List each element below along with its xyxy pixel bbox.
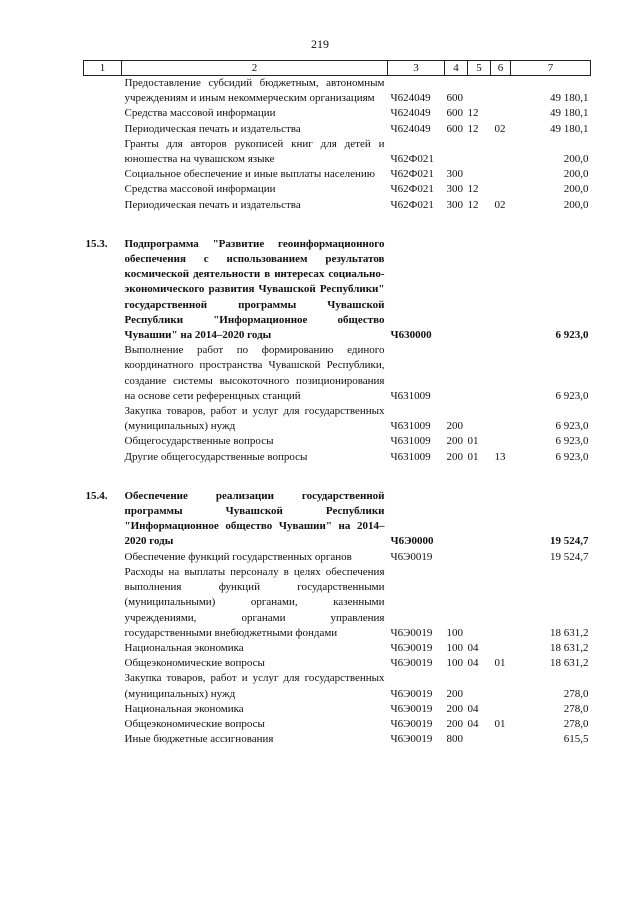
section-number	[84, 565, 122, 641]
row-description: Средства массовой информации	[124, 107, 276, 120]
table-row	[84, 106, 591, 121]
target-article-code: Ч631009	[390, 420, 431, 433]
target-article-code: Ч6Э0019	[390, 687, 433, 700]
section-number	[84, 404, 122, 434]
section-code: 12	[467, 122, 479, 135]
expense-type-code: 100	[446, 657, 463, 670]
target-article-code: Ч6Э0019	[390, 550, 433, 563]
amount-value: 200,0	[563, 183, 589, 196]
section-code	[468, 565, 491, 641]
row-description: Расходы на выплаты персоналу в целях обеспечения выполнения функций государственными (муниципальными) органами, казенными учреждениями, органами управления государственными внебюджетными фондами	[124, 565, 385, 639]
table-row	[84, 76, 591, 107]
target-article-code: Ч6Э0019	[390, 657, 433, 670]
row-description: Периодическая печать и издательства	[124, 122, 301, 135]
section-code: 01	[467, 435, 479, 448]
amount-value: 200,0	[563, 168, 589, 181]
target-article-code: Ч62Ф021	[390, 168, 434, 181]
row-description: Другие общегосударственные вопросы	[124, 450, 308, 463]
column-number-header	[84, 61, 591, 76]
amount-value: 200,0	[563, 198, 589, 211]
subsection-code	[491, 550, 511, 565]
target-article-code: Ч624049	[390, 92, 431, 105]
expense-type-code: 200	[446, 702, 463, 715]
row-description: Национальная экономика	[124, 702, 244, 715]
amount-value: 49 180,1	[550, 122, 589, 135]
row-description: Средства массовой информации	[124, 183, 276, 196]
section-spacer	[84, 213, 591, 237]
row-description: Социальное обеспечение и иные выплаты населению	[124, 168, 376, 181]
table-body	[84, 76, 591, 748]
expense-type-code	[445, 489, 468, 550]
section-code	[468, 343, 491, 404]
table-row	[84, 671, 591, 701]
expense-type-code	[445, 343, 468, 404]
amount-value: 6 923,0	[555, 420, 589, 433]
subsection-code	[491, 76, 511, 107]
subsection-code: 02	[494, 198, 506, 211]
section-number	[84, 671, 122, 701]
header-col-6: 6	[491, 61, 511, 76]
table-row	[84, 434, 591, 449]
section-number	[84, 122, 122, 137]
subsection-code	[491, 182, 511, 197]
target-article-code: Ч624049	[390, 107, 431, 120]
expense-type-code: 600	[446, 122, 463, 135]
section-number	[84, 106, 122, 121]
table-row	[84, 641, 591, 656]
amount-value: 18 631,2	[550, 641, 589, 654]
target-article-code: Ч62Ф021	[390, 198, 434, 211]
amount-value: 18 631,2	[550, 657, 589, 670]
section-number	[84, 137, 122, 167]
subsection-code	[491, 237, 511, 343]
section-code: 01	[467, 450, 479, 463]
section-code: 04	[467, 717, 479, 730]
expense-type-code: 100	[446, 641, 463, 654]
expense-type-code	[445, 550, 468, 565]
expense-type-code: 200	[446, 687, 463, 700]
section-number: 15.3.	[85, 237, 108, 250]
header-col-1: 1	[84, 61, 122, 76]
subsection-code: 01	[494, 717, 506, 730]
expense-type-code: 300	[446, 198, 463, 211]
section-code	[468, 237, 491, 343]
target-article-code: Ч624049	[390, 122, 431, 135]
subsection-code: 02	[494, 122, 506, 135]
amount-value: 6 923,0	[555, 435, 589, 448]
table-row	[84, 167, 591, 182]
table-row	[84, 717, 591, 732]
target-article-code: Ч6Э0019	[390, 641, 433, 654]
row-description: Гранты для авторов рукописей книг для детей и юношества на чувашском языке	[124, 137, 385, 166]
section-code	[468, 550, 491, 565]
subsection-code	[491, 404, 511, 434]
section-code	[468, 671, 491, 701]
header-col-5: 5	[468, 61, 491, 76]
header-col-4: 4	[445, 61, 468, 76]
expense-type-code: 200	[446, 435, 463, 448]
row-description: Подпрограмма "Развитие геоинформационного обеспечения с использованием результатов космической деятельности в интересах социально-экономического развития Чувашской Республики" государственной программы Чувашской Республики "Информационное общество Чувашии" на 2014–2020 годы	[124, 237, 385, 342]
section-number	[84, 198, 122, 213]
row-description: Выполнение работ по формированию единого координатного пространства Чувашской Республики, создание системы высокоточного позиционирования на основе сети референцных станций	[124, 344, 385, 402]
row-description: Общеэкономические вопросы	[124, 717, 265, 730]
expense-type-code: 200	[446, 717, 463, 730]
expense-type-code: 300	[446, 183, 463, 196]
expense-type-code: 600	[446, 92, 463, 105]
section-code: 04	[467, 657, 479, 670]
section-number	[84, 434, 122, 449]
target-article-code: Ч62Ф021	[390, 183, 434, 196]
table-row	[84, 732, 591, 747]
section-number	[84, 702, 122, 717]
target-article-code: Ч6Э0019	[390, 626, 433, 639]
row-description: Общегосударственные вопросы	[124, 435, 274, 448]
section-number: 15.4.	[85, 489, 108, 502]
section-code	[468, 489, 491, 550]
row-description: Предоставление субсидий бюджетным, автономным учреждениям и иным некоммерческим организациям	[124, 77, 385, 105]
header-col-3: 3	[388, 61, 445, 76]
subsection-code	[491, 106, 511, 121]
amount-value: 615,5	[563, 733, 589, 746]
expense-type-code	[445, 237, 468, 343]
section-code: 04	[467, 702, 479, 715]
target-article-code: Ч631009	[390, 435, 431, 448]
table-row	[84, 450, 591, 465]
amount-value: 6 923,0	[555, 389, 589, 402]
target-article-code: Ч6Э0019	[390, 733, 433, 746]
target-article-code: Ч631009	[390, 450, 431, 463]
section-code	[468, 404, 491, 434]
amount-value: 6 923,0	[555, 450, 589, 463]
subsection-code: 01	[494, 657, 506, 670]
section-number	[84, 641, 122, 656]
amount-value: 6 923,0	[555, 329, 589, 342]
budget-table	[83, 60, 591, 747]
header-col-7: 7	[511, 61, 591, 76]
amount-value: 49 180,1	[550, 92, 589, 105]
section-code: 04	[467, 641, 479, 654]
table-row	[84, 198, 591, 213]
amount-value: 278,0	[563, 687, 589, 700]
subsection-code	[491, 702, 511, 717]
table-row	[84, 702, 591, 717]
section-number	[84, 656, 122, 671]
page-number: 219	[311, 37, 329, 51]
subsection-code	[491, 641, 511, 656]
amount-value: 49 180,1	[550, 107, 589, 120]
subsection-code	[491, 671, 511, 701]
section-code: 12	[467, 107, 479, 120]
subsection-code	[491, 343, 511, 404]
table-row	[84, 122, 591, 137]
row-description: Закупка товаров, работ и услуг для государственных (муниципальных) нужд	[124, 672, 385, 700]
amount-value: 278,0	[563, 702, 589, 715]
expense-type-code: 800	[446, 733, 463, 746]
row-description: Иные бюджетные ассигнования	[124, 733, 274, 746]
row-description: Национальная экономика	[124, 641, 244, 654]
expense-type-code: 600	[446, 107, 463, 120]
row-description: Закупка товаров, работ и услуг для государственных (муниципальных) нужд	[124, 405, 385, 433]
target-article-code: Ч6Э0019	[390, 717, 433, 730]
amount-value: 278,0	[563, 717, 589, 730]
subsection-code	[491, 434, 511, 449]
subprogram-row	[84, 489, 591, 550]
section-number	[84, 550, 122, 565]
table-row	[84, 182, 591, 197]
target-article-code: Ч6Э0000	[390, 535, 434, 548]
amount-value: 19 524,7	[550, 550, 589, 563]
header-col-2: 2	[122, 61, 388, 76]
subsection-code	[491, 732, 511, 747]
row-description: Периодическая печать и издательства	[124, 198, 301, 211]
amount-value: 19 524,7	[550, 535, 589, 548]
section-number	[84, 167, 122, 182]
section-code	[468, 76, 491, 107]
row-description: Обеспечение реализации государственной программы Чувашской Республики "Информационное общество Чувашии" на 2014–2020 годы	[124, 489, 385, 548]
section-code	[468, 137, 491, 167]
subprogram-row	[84, 237, 591, 343]
subsection-code	[491, 137, 511, 167]
section-code	[468, 732, 491, 747]
table-row	[84, 137, 591, 167]
section-number	[84, 76, 122, 107]
table-row	[84, 404, 591, 434]
table-row	[84, 565, 591, 641]
subsection-code	[491, 167, 511, 182]
section-code: 12	[467, 183, 479, 196]
expense-type-code: 200	[446, 420, 463, 433]
table-row	[84, 550, 591, 565]
subsection-code: 13	[494, 450, 506, 463]
section-number	[84, 182, 122, 197]
expense-type-code: 100	[446, 626, 463, 639]
section-number	[84, 717, 122, 732]
expense-type-code: 300	[446, 168, 463, 181]
expense-type-code	[445, 137, 468, 167]
section-number	[84, 343, 122, 404]
section-code	[468, 167, 491, 182]
section-number	[84, 732, 122, 747]
subsection-code	[491, 565, 511, 641]
section-spacer	[84, 465, 591, 489]
section-code: 12	[467, 198, 479, 211]
amount-value: 200,0	[563, 153, 589, 166]
table-row	[84, 343, 591, 404]
amount-value: 18 631,2	[550, 626, 589, 639]
expense-type-code: 200	[446, 450, 463, 463]
subsection-code	[491, 489, 511, 550]
target-article-code: Ч631009	[390, 389, 431, 402]
table-row	[84, 656, 591, 671]
row-description: Общеэкономические вопросы	[124, 657, 265, 670]
row-description: Обеспечение функций государственных органов	[124, 550, 352, 563]
target-article-code: Ч630000	[390, 329, 432, 342]
spacer-cell	[84, 213, 591, 237]
target-article-code: Ч6Э0019	[390, 702, 433, 715]
target-article-code: Ч62Ф021	[390, 153, 434, 166]
section-number	[84, 450, 122, 465]
spacer-cell	[84, 465, 591, 489]
